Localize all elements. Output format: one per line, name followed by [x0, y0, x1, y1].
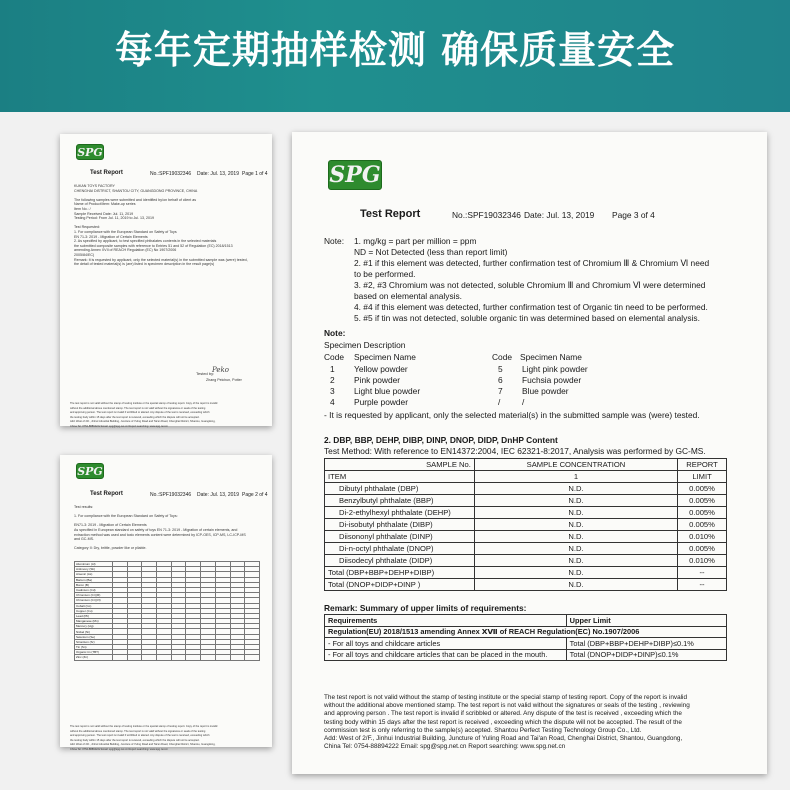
text-line: 2. #1 if this element was detected, further confirmation test of Chromium Ⅲ & Chromium Ⅵ need — [354, 258, 710, 268]
specimen-code: 5 — [498, 364, 503, 374]
report-title: Test Report — [90, 491, 123, 497]
text-line: Test results: — [74, 505, 94, 509]
text-line: the testing body within 15 days after the test report is received, exceeding which the dispute will not be accepted. — [70, 738, 200, 742]
text-line: commission test is only referring to the sample(s) accepted. Shantou Perfect Testing Technology Group Co., Ltd. — [324, 726, 642, 734]
text-line: Sample Received Date: Jul. 11, 2019 — [74, 211, 134, 216]
table-row — [75, 655, 260, 660]
signer-label: Tested by: — [196, 371, 215, 376]
report-page: Page 1 of 4 — [242, 171, 268, 177]
specimen-code: / — [498, 397, 501, 407]
specimen-name: Blue powder — [522, 386, 569, 396]
text-line: The test report is not valid without the stamp of testing institute or the special stamp of testing report. Copy of the report is invalid — [324, 694, 688, 701]
text-line: The test report is not valid without the stamp of testing institute or the special stamp of testing report. Copy of the report is invalid — [70, 725, 218, 728]
table-row — [325, 567, 727, 579]
text-line: amending Annex XVII of REACH Regulation (EC) No 1907/2006 — [74, 248, 177, 253]
cell-item: Di-isobutyl phthalate (DIBP) — [325, 519, 475, 531]
specimen-name-header: Specimen Name — [354, 352, 416, 362]
table-row — [325, 531, 727, 543]
table-cell — [201, 655, 216, 660]
cell-limit: 0.010% — [678, 531, 727, 543]
text-line: and approving person. The test report is invalid if scribbled or altered. Any dispute of the test is received, exceeding which — [70, 734, 210, 738]
cell-limit: 0.010% — [678, 555, 727, 567]
cell-item: Diisononyl phthalate (DINP) — [325, 531, 475, 543]
cell-value: N.D. — [474, 495, 677, 507]
specimen-code: 4 — [330, 397, 335, 407]
test-report-page-2 — [60, 455, 272, 751]
specimen-title: Specimen Description — [324, 340, 406, 350]
text-line: Remark: It is requested by applicant, only the selected material(s) in the submitted sample was (were) tested, — [74, 257, 248, 262]
text-line: and approving person . The test report is invalid if scribbled or altered. Any dispute of the test is received , exceeding which the — [324, 710, 682, 718]
text-line: testing body within 15 days after the test report is received , exceeding which the dispute will not be accepted. The result of the — [324, 718, 682, 726]
test-method: Test Method: With reference to EN14372:2004, IEC 62321-8:2017, Analysis was performed by GC-MS. — [324, 446, 706, 456]
regulation-row: Regulation(EU) 2018/1513 amending Annex ⅩⅦ of REACH Regulation(EC) No.1907/2006 — [325, 626, 727, 638]
element-name: Lead (Pb) — [75, 613, 113, 618]
specimen-item — [498, 375, 588, 386]
text-line: 4. #4 if this element was detected, further confirmation test of Organic tin need to be performed. — [354, 302, 708, 312]
text-line: 2005/84/EC) — [74, 252, 95, 257]
specimen-code: 6 — [498, 375, 503, 385]
phthalate-results-table — [324, 458, 727, 591]
report-footer — [70, 402, 266, 430]
specimen-item — [330, 386, 420, 397]
spg-logo-icon: SPG — [77, 465, 103, 478]
elements-table — [74, 561, 260, 661]
cell-limit: 0.005% — [678, 543, 727, 555]
report-limit-header: REPORT — [678, 459, 727, 471]
test-report-page-3 — [292, 132, 767, 774]
specimen-name: Pink powder — [354, 375, 401, 385]
table-cell — [142, 655, 157, 660]
specimen-code: 3 — [330, 386, 335, 396]
element-name: Zinc (Zn) — [75, 655, 113, 660]
specimen-list-left — [330, 364, 420, 408]
table-cell — [113, 655, 128, 660]
text-line: based on elemental analysis. — [354, 291, 463, 301]
spg-logo-icon: SPG — [329, 162, 381, 188]
text-line: China Tel: 0754-88894222 Email: spg@spg.net.cn Report searching: www.spg.net.cn — [70, 424, 168, 428]
element-name: Cobalt (Co) — [75, 603, 113, 608]
cell-item: Diisodecyl phthalate (DIDP) — [325, 555, 475, 567]
report-number: No.:SPF19032346 — [150, 171, 192, 177]
text-line: Testing Period: From Jul. 11, 2019 to Jul. 13, 2019 — [74, 216, 155, 221]
element-name: Antimony (Sb) — [75, 567, 113, 572]
table-row — [325, 555, 727, 567]
applicant-note: - It is requested by applicant, only the selected material(s) in the submitted sample was (were) tested. — [324, 410, 700, 420]
text-line: ND = Not Detected (less than report limit) — [354, 247, 508, 257]
specimen-name: Yellow powder — [354, 364, 408, 374]
element-name: Chromium (Cr)(VI) — [75, 598, 113, 603]
table-cell — [215, 655, 230, 660]
table-row — [325, 543, 727, 555]
text-line: Test Requested: — [74, 225, 100, 230]
report-number: No.:SPF19032346 — [452, 210, 521, 220]
table-cell — [186, 655, 201, 660]
cell-req: - For all toys and childcare articles — [325, 638, 567, 650]
table-cell — [230, 655, 245, 660]
cell-limit: 0.005% — [678, 483, 727, 495]
text-line: Category II: Dry, brittle, powder like or pliable. — [74, 546, 147, 551]
text-line: 2. As specified by applicant, to test specified phthalates contents in the selected materials — [74, 239, 217, 244]
requirements-table — [324, 614, 727, 661]
banner — [0, 0, 790, 112]
element-name: Aluminium (Al) — [75, 562, 113, 567]
specimen-list-right — [498, 364, 588, 408]
text-line: EN71-3: 2019 - Migration of Certain Elements — [74, 523, 147, 528]
element-name: Organic tin (TBT) — [75, 650, 113, 655]
specimen-item — [330, 364, 420, 375]
report-date: Date: Jul. 13, 2019 — [524, 210, 595, 220]
table-cell — [171, 655, 186, 660]
specimen-name: Light blue powder — [354, 386, 421, 396]
cell-item: Dibutyl phthalate (DBP) — [325, 483, 475, 495]
cell-limit: 0.005% — [678, 507, 727, 519]
cell-limit: Total (DBP+BBP+DEHP+DIBP)≤0.1% — [566, 638, 726, 650]
text-line: The test report is not valid without the stamp of testing institute or the special stamp of testing report. Copy of the report is invalid — [70, 402, 218, 405]
sample-1-header: 1 — [474, 471, 677, 483]
element-name: Strontium (Sr) — [75, 639, 113, 644]
note-label: Note: — [324, 236, 345, 246]
text-line: 1. For compliance with the European Standard on Safety of Toys — [74, 229, 177, 234]
cell-req: - For all toys and childcare articles that can be placed in the mouth. — [325, 649, 567, 661]
element-name: Arsenic (As) — [75, 572, 113, 577]
report-date: Date: Jul. 13, 2019 — [197, 492, 239, 498]
text-line: the detail of tested material(s) is (are) listed in specimen description in the result page(s) — [74, 262, 215, 267]
text-line: China Tel: 0754-88894222 Email: spg@spg.net.cn Report searching: www.spg.net.cn — [324, 743, 566, 751]
table-cell — [245, 655, 260, 660]
element-name: Boron (B) — [75, 582, 113, 587]
cell-value: N.D. — [474, 543, 677, 555]
cell-value: N.D. — [474, 483, 677, 495]
banner-title: 每年定期抽样检测 确保质量安全 — [114, 28, 676, 72]
text-line: Add: West of 2/F., Jinhui Industrial Building, Juncture of Yuling Road and Tai'an Road, Chenghai District, Shantou, Guangdong, — [324, 735, 683, 743]
text-line: without the additional above mentioned stamp. The test report is not valid without the signatures or seals of the testing — [70, 729, 206, 733]
text-line: 1. mg/kg = part per million = ppm — [354, 236, 477, 246]
text-line: without the additional above mentioned stamp. The test report is not valid without the signatures or seals of the testing — [70, 406, 206, 410]
table-row — [325, 579, 727, 591]
cell-limit: Total (DNOP+DIDP+DINP)≤0.1% — [566, 649, 726, 661]
specimen-code: 7 — [498, 386, 503, 396]
report-number: No.:SPF19032346 — [150, 492, 192, 498]
specimen-code: 2 — [330, 375, 335, 385]
cell-item: Total (DNOP+DIDP+DINP ) — [325, 579, 475, 591]
table-cell — [157, 655, 172, 660]
text-line: The following samples were submitted and identified by/on behalf of client as — [74, 197, 197, 202]
cell-limit: -- — [678, 567, 727, 579]
report-title: Test Report — [90, 170, 123, 176]
specimen-item — [498, 364, 588, 375]
cell-value: N.D. — [474, 555, 677, 567]
cell-value: N.D. — [474, 579, 677, 591]
report-body-text — [74, 505, 264, 551]
element-name: Barium (Ba) — [75, 577, 113, 582]
report-title: Test Report — [360, 208, 421, 220]
section-2-title: 2. DBP, BBP, DEHP, DIBP, DINP, DNOP, DIDP, DnHP Content — [324, 435, 558, 445]
text-line: CHENGHAI DISTRICT, SHANTOU CITY, GUANGDONG PROVINCE, CHINA — [74, 188, 198, 193]
signer-name: Zhang Peichun, Potter — [206, 378, 242, 382]
element-name: Selenium (Se) — [75, 634, 113, 639]
element-name: Tin (Sn) — [75, 645, 113, 650]
table-row — [325, 519, 727, 531]
cell-item: Benzylbutyl phthalate (BBP) — [325, 495, 475, 507]
element-name: Manganese (Mn) — [75, 619, 113, 624]
text-line: the testing body within 15 days after the test report is received, exceeding which the dispute will not be accepted. — [70, 415, 200, 419]
cell-value: N.D. — [474, 519, 677, 531]
specimen-name: Light pink powder — [522, 364, 588, 374]
specimen-item — [498, 386, 588, 397]
specimen-name: Purple powder — [354, 397, 409, 407]
requirements-header: Requirements — [325, 615, 567, 627]
spg-logo-icon: SPG — [77, 146, 103, 159]
cell-limit: -- — [678, 579, 727, 591]
text-line: the submitted composite samples with reference to Entries 51 and 52 of Regulation (EC) 2018/1513 — [74, 243, 233, 248]
sample-no-header: SAMPLE No. — [325, 459, 475, 471]
element-name: Cadmium (Cd) — [75, 587, 113, 592]
test-report-page-1 — [60, 134, 272, 426]
report-page: Page 3 of 4 — [612, 210, 655, 220]
upper-limit-header: Upper Limit — [566, 615, 726, 627]
text-line: As specified in European standard on safety of toys EN 71-3: 2019 - Migration of certain elements, and — [74, 527, 238, 532]
text-line: Add: West of 2/F., Jinhui Industrial Building, Juncture of Yuling Road and Tai'an Road, Chenghai District, Shantou, Guangdong, — [70, 743, 216, 747]
cell-value: N.D. — [474, 531, 677, 543]
limit-subheader: LIMIT — [678, 471, 727, 483]
element-name: Copper (Cu) — [75, 608, 113, 613]
cell-limit: 0.005% — [678, 519, 727, 531]
specimen-name: / — [522, 397, 525, 407]
table-row — [325, 507, 727, 519]
cell-item: Di-2-ethylhexyl phthalate (DEHP) — [325, 507, 475, 519]
text-line: 3. #2, #3 Chromium was not detected, soluble Chromium Ⅲ and Chromium Ⅵ were determined — [354, 280, 706, 290]
text-line: China Tel: 0754-88894222 Email: spg@spg.net.cn Report searching: www.spg.net.cn — [70, 747, 168, 751]
text-line: 5. #5 if tin was not detected, soluble organic tin was determined based on elemental analysis. — [354, 313, 700, 323]
specimen-code-header: Code — [324, 352, 345, 362]
text-line: Name of Product/Item: Make-up series — [74, 202, 136, 207]
cell-limit: 0.005% — [678, 495, 727, 507]
text-line: KUKAN TOYS FACTORY — [74, 184, 115, 188]
item-header: ITEM — [325, 471, 475, 483]
specimen-code-header-2: Code — [492, 352, 513, 362]
text-line: extraction method was used and toxic elements content were determined by ICP-OES, ICP-MS, LC-ICP-MS — [74, 532, 246, 537]
table-row — [325, 495, 727, 507]
specimen-name: Fuchsia powder — [522, 375, 582, 385]
text-line: and GC-MS. — [74, 537, 94, 542]
element-name: Nickel (Ni) — [75, 629, 113, 634]
specimen-item — [330, 397, 420, 408]
report-footer — [324, 694, 690, 751]
element-name: Mercury (Hg) — [75, 624, 113, 629]
report-date: Date: Jul. 13, 2019 — [197, 171, 239, 177]
table-row — [325, 483, 727, 495]
specimen-item — [498, 397, 588, 408]
notes-list — [354, 236, 709, 324]
text-line: to be performed. — [354, 269, 416, 279]
text-line: 1. For compliance with the European Standard on Safety of Toys: — [74, 514, 178, 519]
text-line: and approving person. The test report is invalid if scribbled or altered. Any dispute of the test is received, exceeding which — [70, 411, 210, 415]
table-row — [325, 649, 727, 661]
cell-value: N.D. — [474, 567, 677, 579]
element-name: Chromium (Cr)(III) — [75, 593, 113, 598]
specimen-item — [330, 375, 420, 386]
table-cell — [127, 655, 142, 660]
cell-item: Di-n-octyl phthalate (DNOP) — [325, 543, 475, 555]
specimen-name-header-2: Specimen Name — [520, 352, 582, 362]
specimen-code: 1 — [330, 364, 335, 374]
cell-value: N.D. — [474, 507, 677, 519]
text-line: Item No.: / — [74, 206, 91, 211]
table-row — [325, 638, 727, 650]
cell-item: Total (DBP+BBP+DEHP+DIBP) — [325, 567, 475, 579]
report-page: Page 2 of 4 — [242, 492, 268, 498]
remark-title: Remark: Summary of upper limits of requirements: — [324, 603, 527, 613]
text-line: Add: West of 2/F., Jinhui Industrial Building, Juncture of Yuling Road and Tai'an Road, Chenghai District, Shantou, Guangdong, — [70, 420, 216, 424]
signature-icon: Peko — [212, 366, 229, 374]
text-line: without the additional above mentioned stamp. The test report is not valid without the signatures or seals of the testing , reviewing — [324, 702, 690, 710]
report-body-text — [74, 184, 264, 267]
concentration-header: SAMPLE CONCENTRATION — [474, 459, 677, 471]
text-line: EN 71-3: 2019 - Migration of Certain Elements — [74, 234, 148, 239]
note-label-2: Note: — [324, 328, 346, 338]
report-footer — [70, 725, 266, 753]
